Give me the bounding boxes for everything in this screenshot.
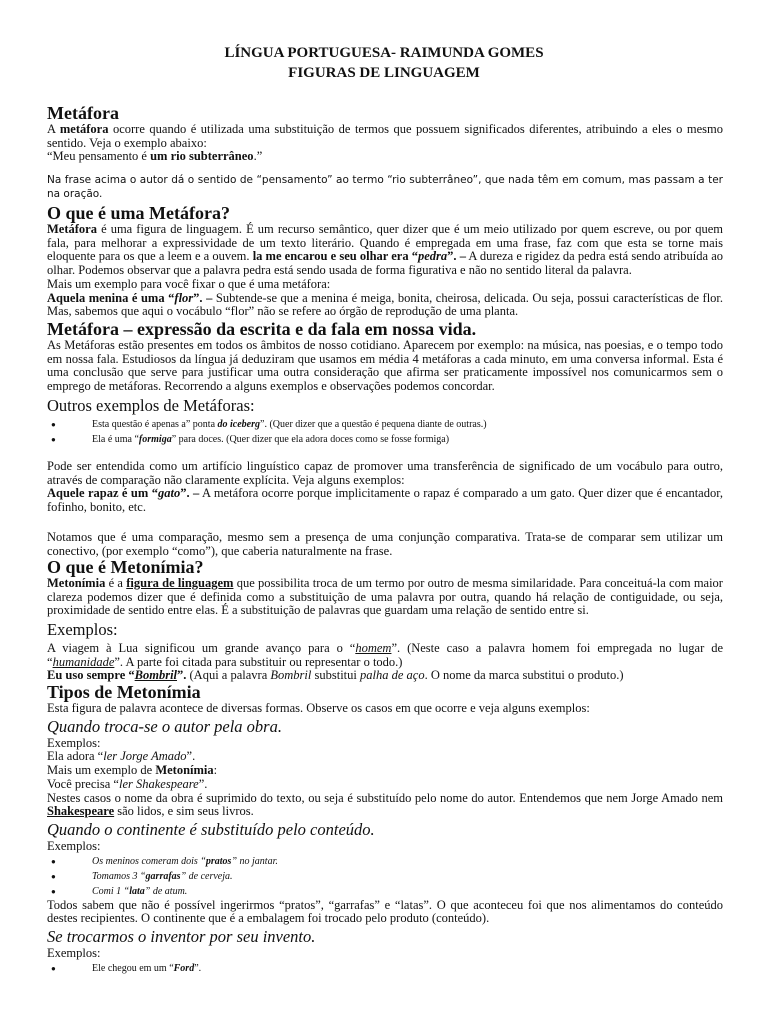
heading-tipos-metonimia: Tipos de Metonímia	[47, 682, 201, 702]
document-subtitle: FIGURAS DE LINGUAGEM	[288, 65, 480, 81]
section-artificio	[47, 460, 723, 515]
heading-outros-exemplos: Outros exemplos de Metáforas:	[47, 396, 255, 415]
section-expressao	[47, 319, 723, 394]
label-exemplos: Exemplos:	[47, 946, 101, 961]
list-item: ● Ela é uma “formiga” para doces. (Quer dizer que ela adora doces como se fosse formiga)	[47, 432, 723, 447]
list-item: ● Esta questão é apenas a” ponta do iceberg”. (Quer dizer que a questão é pequena diante de outras.)	[47, 417, 723, 432]
section-metafora-note	[47, 174, 723, 201]
subheading-inventor: Se trocarmos o inventor por seu invento.	[47, 927, 316, 947]
section-metafora	[47, 103, 723, 164]
section-exemplos-metonimia	[47, 620, 723, 683]
paragraph-todos-sabem: Todos sabem que não é possível ingerirmos “pratos”, “garrafas” e “latas”. O que aconteceu foi que nos alimentamos do conteúdo destes recipientes. O continente que é a embalagem foi trocado pelo produto (conteúdo).	[47, 897, 723, 926]
document-title: LÍNGUA PORTUGUESA- RAIMUNDA GOMES	[224, 45, 544, 61]
paragraph-rapaz-gato: Aquele rapaz é um “gato”. – A metáfora ocorre porque implicitamente o rapaz é comparado a um gato. Quer dizer que é encantador, fofinho, bonito, etc.	[47, 486, 724, 515]
paragraph-tipos-intro: Esta figura de palavra acontece de diversas formas. Observe os casos em que ocorre e veja alguns exemplos:	[47, 701, 590, 715]
paragraph-menina-flor: Aquela menina é uma “flor”. – Subtende-se que a menina é meiga, bonita, cheirosa, delicada. Ou seja, possui características de flor. Mas, sabemos que aqui o vocábulo “flor” não se refere ao órgão de reprodução de uma planta.	[47, 290, 724, 319]
list-item: ● Comi 1 “lata” de atum.	[47, 884, 723, 899]
list-continente	[47, 854, 723, 899]
paragraph-mais-exemplo: Mais um exemplo para você fixar o que é uma metáfora:	[47, 276, 331, 291]
heading-metafora: Metáfora	[47, 103, 119, 123]
paragraph-viagem-lua: A viagem à Lua significou um grande avanço para o “homem”. (Neste caso a palavra homem foi empregada no lugar de “humanidade”. A parte foi citada para substituir ou representar o todo.)	[47, 641, 723, 669]
heading-o-que-e-metafora: O que é uma Metáfora?	[47, 203, 230, 223]
section-tipos-metonimia	[47, 682, 723, 976]
paragraph-example-quote: “Meu pensamento é um rio subterrâneo.”	[47, 149, 263, 164]
example-jorge-amado: Ela adora “ler Jorge Amado”.	[47, 749, 196, 764]
paragraph-definition: A metáfora ocorre quando é utilizada uma substituição de termos que possuem significados diferentes, atribuindo a eles o mesmo sentido. Veja o exemplo abaixo:	[47, 122, 723, 150]
list-item: ● Os meninos comeram dois “pratos” no jantar.	[47, 854, 723, 869]
paragraph-metafora-figura: Metáfora é uma figura de linguagem. É um recurso semântico, quer dizer que é um meio utilizado por quem escreve, ou por quem fala, para melhorar a expressividade de um texto literário. Quando é empregada em uma frase, faz com que esta se torne mais eloquente para os que a leem e a ouvem. la me encarou e seu olhar era “pedra”. – A dureza e rigidez da pedra está sendo atribuída ao olhar. Podemos observar que a palavra pedra está sendo usada de forma figurativa e não no sentido literal da palavra.	[47, 222, 724, 278]
subheading-continente: Quando o continente é substituído pelo conteúdo.	[47, 819, 375, 839]
example-shakespeare: Você precisa “ler Shakespeare”.	[47, 776, 208, 791]
example-mais-um: Mais um exemplo de Metonímia:	[47, 763, 218, 778]
section-metonimia	[47, 557, 723, 618]
paragraph-nestes-casos: Nestes casos o nome da obra é suprimido do texto, ou seja é substituído pelo nome do autor. Entendemos que nem Jorge Amado nem Shakespeare são lidos, e sim seus livros.	[47, 790, 723, 819]
paragraph-bombril: Eu uso sempre “Bombril”. (Aqui a palavra Bombril substitui palha de aço. O nome da marca substitui o produto.)	[47, 668, 624, 683]
label-exemplos: Exemplos:	[47, 838, 101, 853]
heading-expressao: Metáfora – expressão da escrita e da fala em nossa vida.	[47, 319, 477, 339]
subheading-autor-obra: Quando troca-se o autor pela obra.	[47, 716, 282, 736]
label-exemplos: Exemplos:	[47, 735, 101, 750]
list-outros-exemplos	[47, 417, 723, 447]
section-o-que-e-metafora	[47, 203, 723, 319]
list-item: ● Tomamos 3 “garrafas” de cerveja.	[47, 869, 723, 884]
section-comparacao	[47, 531, 723, 558]
list-item: ● Ele chegou em um “Ford”.	[47, 961, 723, 976]
paragraph-explanation: Na frase acima o autor dá o sentido de “pensamento” ao termo “rio subterrâneo”, que nada têm em comum, mas passam a ter na oração.	[47, 174, 723, 200]
paragraph-metonimia-def: Metonímia é a figura de linguagem que possibilita troca de um termo por outro de mesma similaridade. Para conceituá-la com maior clareza podemos dizer que é definida como a substituição de uma palavra por outra, quando há relação de contiguidade, ou seja, proximidade de sentido entre elas. É a substituição de palavras que guardam uma relação de sentido entre si.	[47, 576, 723, 618]
heading-metonimia: O que é Metonímia?	[47, 557, 204, 577]
heading-exemplos: Exemplos:	[47, 620, 118, 639]
section-outros-exemplos	[47, 396, 723, 447]
paragraph-comparacao: Notamos que é uma comparação, mesmo sem a presença de uma conjunção comparativa. Trata-se de comparar sem utilizar um conectivo, (por exemplo “como”), que caberia naturalmente na frase.	[47, 530, 723, 558]
paragraph-cotidiano: As Metáforas estão presentes em todos os âmbitos de nosso cotidiano. Aparecem por exemplo: na música, nas poesias, e o tempo todo em nossa fala. Estudiosos da língua já deduziram que usamos em média 4 metáforas a cada minuto, em uma conversa informal. Esta é uma conclusão que serve para justificar uma outra consideração que afirma ser praticamente impossível nos comunicarmos sem o emprego de metáforas. Recorrendo a alguns exemplos e observações podemos concordar.	[47, 338, 723, 394]
list-inventor	[47, 961, 723, 976]
paragraph-artificio: Pode ser entendida como um artifício linguístico capaz de promover uma transferência de significado de um vocábulo para outro, através de comparação não claramente explícita. Veja alguns exemplos:	[47, 459, 723, 487]
